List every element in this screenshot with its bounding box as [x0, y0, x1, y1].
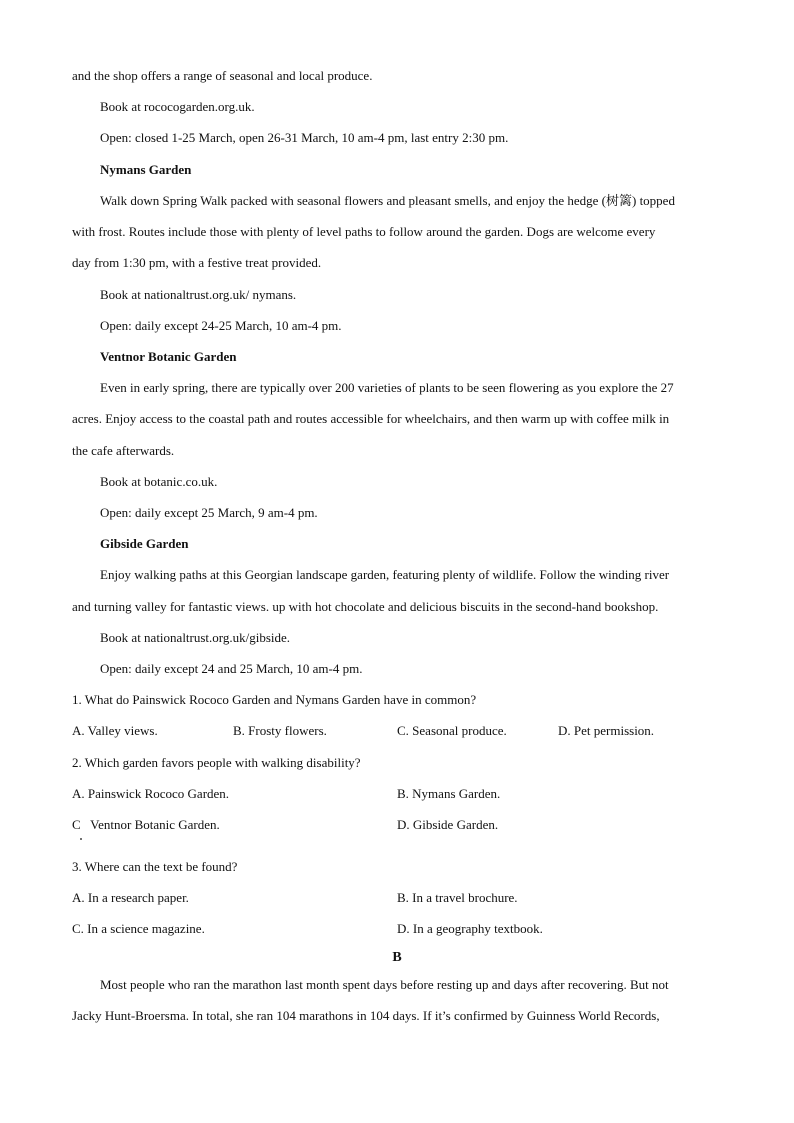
passage-b-line: Jacky Hunt-Broersma. In total, she ran 104 marathons in 104 days. If it’s confirmed by Guinness World Records,: [72, 1008, 660, 1023]
booking-line: Book at botanic.co.uk.: [100, 474, 218, 489]
opening-hours-line: Open: daily except 25 March, 9 am-4 pm.: [100, 505, 318, 520]
garden-heading-ventnor: Ventnor Botanic Garden: [100, 349, 237, 364]
garden-heading-gibside: Gibside Garden: [100, 536, 189, 551]
booking-line: Book at nationaltrust.org.uk/ nymans.: [100, 287, 297, 302]
option-2d: D. Gibside Garden.: [397, 817, 499, 832]
question-3: 3. Where can the text be found?: [72, 859, 238, 874]
passage-line: day from 1:30 pm, with a festive treat provided.: [72, 255, 322, 270]
passage-line: Walk down Spring Walk packed with seasonal flowers and pleasant smells, and enjoy the hedge (树篱) topped: [100, 193, 675, 208]
passage-line: Enjoy walking paths at this Georgian landscape garden, featuring plenty of wildlife. Follow the winding river: [100, 567, 670, 582]
passage-line: the cafe afterwards.: [72, 443, 175, 458]
option-2c: C Ventnor Botanic Garden.: [72, 817, 220, 832]
booking-line: Book at rococogarden.org.uk.: [100, 99, 255, 114]
passage-line: acres. Enjoy access to the coastal path and routes accessible for wheelchairs, and then warm up with coffee milk in: [72, 411, 670, 426]
question-2: 2. Which garden favors people with walking disability?: [72, 755, 361, 770]
garden-heading-nymans: Nymans Garden: [100, 162, 192, 177]
passage-line: and turning valley for fantastic views. up with hot chocolate and delicious biscuits in the second-hand bookshop.: [72, 599, 659, 614]
booking-line: Book at nationaltrust.org.uk/gibside.: [100, 630, 291, 645]
option-2b: B. Nymans Garden.: [397, 786, 501, 801]
passage-b-line: Most people who ran the marathon last month spent days before resting up and days after recovering. But not: [100, 977, 669, 992]
stray-dot: [80, 838, 82, 840]
option-1c: C. Seasonal produce.: [397, 723, 507, 738]
option-1a: A. Valley views.: [72, 723, 158, 738]
option-3c: C. In a science magazine.: [72, 921, 205, 936]
section-b-heading: B: [392, 950, 402, 965]
option-1b: B. Frosty flowers.: [233, 723, 327, 738]
opening-hours-line: Open: closed 1-25 March, open 26-31 March, 10 am-4 pm, last entry 2:30 pm.: [100, 130, 509, 145]
passage-line: with frost. Routes include those with plenty of level paths to follow around the garden. Dogs are welcome every: [72, 224, 656, 239]
opening-hours-line: Open: daily except 24 and 25 March, 10 am-4 pm.: [100, 661, 363, 676]
option-1d: D. Pet permission.: [558, 723, 655, 738]
question-1: 1. What do Painswick Rococo Garden and Nymans Garden have in common?: [72, 692, 477, 707]
option-3a: A. In a research paper.: [72, 890, 189, 905]
passage-line: and the shop offers a range of seasonal and local produce.: [72, 68, 373, 83]
option-3b: B. In a travel brochure.: [397, 890, 518, 905]
passage-line: Even in early spring, there are typically over 200 varieties of plants to be seen flowering as you explore the 27: [100, 380, 674, 395]
opening-hours-line: Open: daily except 24-25 March, 10 am-4 pm.: [100, 318, 342, 333]
option-3d: D. In a geography textbook.: [397, 921, 543, 936]
option-2a: A. Painswick Rococo Garden.: [72, 786, 230, 801]
